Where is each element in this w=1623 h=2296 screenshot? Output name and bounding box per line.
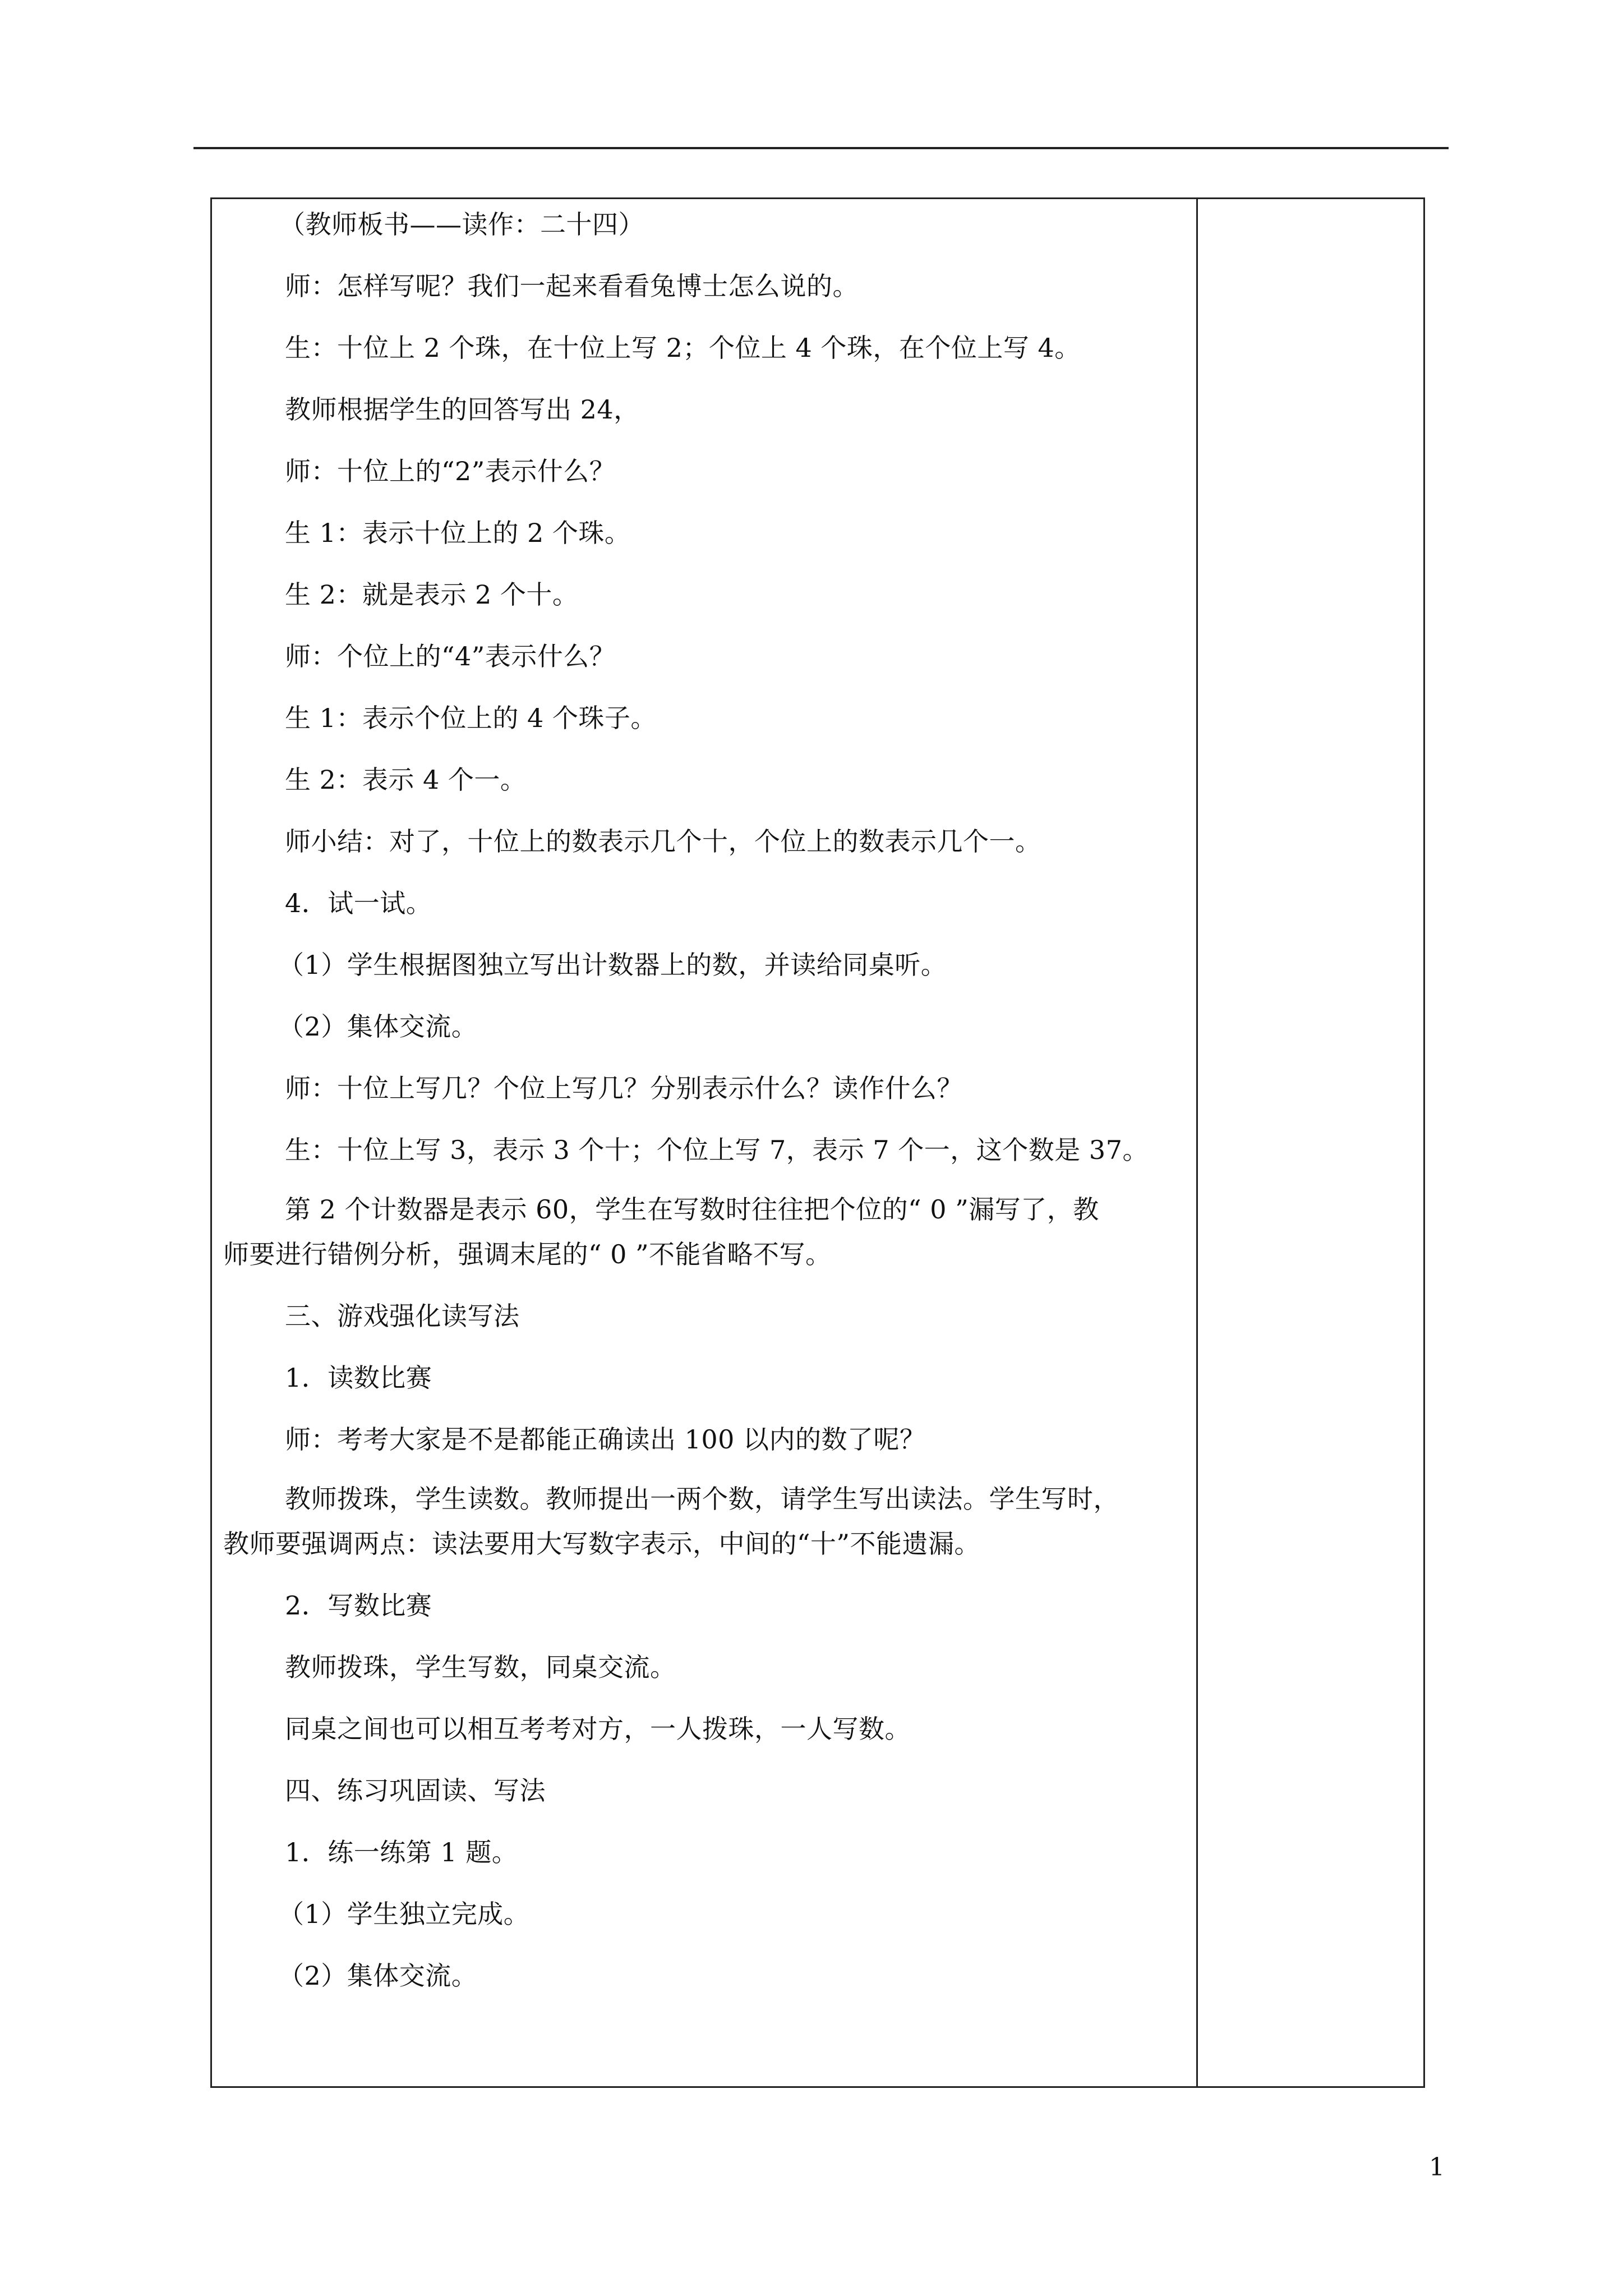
text-line: （教师板书——读作：二十四）: [279, 209, 644, 240]
notes-cell: [1198, 199, 1423, 2086]
text-line: 教师根据学生的回答写出 24，: [285, 394, 640, 425]
text-line: 2．写数比赛: [285, 1590, 432, 1621]
text-line: 同桌之间也可以相互考考对方，一人拨珠，一人写数。: [285, 1714, 911, 1744]
text-line: 三、游戏强化读写法: [285, 1301, 520, 1331]
lesson-table: [210, 197, 1425, 2088]
text-line: 生 2：表示 4 个一。: [285, 765, 527, 795]
page-number: 1: [1429, 2153, 1445, 2182]
text-line: （2）集体交流。: [278, 1011, 478, 1042]
text-line: 1．练一练第 1 题。: [285, 1837, 518, 1867]
text-line: 师：十位上的“2”表示什么？: [285, 456, 616, 486]
text-line: （1）学生根据图独立写出计数器上的数，并读给同桌听。: [278, 950, 947, 980]
text-line: 教师拨珠，学生读数。教师提出一两个数，请学生写出读法。学生写时，: [285, 1484, 1119, 1514]
text-line: 4．试一试。: [285, 888, 432, 918]
header-rule: [193, 147, 1449, 149]
lesson-content-cell: [212, 199, 1196, 2086]
text-line: 教师拨珠，学生写数，同桌交流。: [285, 1652, 676, 1682]
text-line: 教师要强调两点：读法要用大写数字表示，中间的“十”不能遗漏。: [223, 1529, 981, 1559]
text-line: 第 2 个计数器是表示 60，学生在写数时往往把个位的“ 0 ”漏写了，教: [285, 1194, 1099, 1225]
text-line: 四、练习巩固读、写法: [285, 1775, 546, 1806]
text-line: 生：十位上 2 个珠，在十位上写 2；个位上 4 个珠，在个位上写 4。: [285, 333, 1081, 363]
text-line: 生 2：就是表示 2 个十。: [285, 579, 579, 610]
text-line: 师：怎样写呢？我们一起来看看兔博士怎么说的。: [285, 271, 859, 301]
text-line: 1．读数比赛: [285, 1363, 432, 1393]
text-line: 生 1：表示十位上的 2 个珠。: [285, 518, 631, 548]
text-line: 师要进行错例分析，强调末尾的“ 0 ”不能省略不写。: [223, 1239, 832, 1269]
text-line: 生：十位上写 3，表示 3 个十；个位上写 7，表示 7 个一，这个数是 37。: [285, 1135, 1149, 1165]
text-line: （2）集体交流。: [278, 1961, 478, 1991]
text-line: 师：个位上的“4”表示什么？: [285, 641, 616, 671]
text-line: 生 1：表示个位上的 4 个珠子。: [285, 703, 657, 733]
text-line: 师：十位上写几？个位上写几？分别表示什么？读作什么？: [285, 1073, 963, 1103]
text-line: 师小结：对了，十位上的数表示几个十，个位上的数表示几个一。: [285, 826, 1041, 857]
text-line: （1）学生独立完成。: [278, 1899, 530, 1929]
text-line: 师：考考大家是不是都能正确读出 100 以内的数了呢？: [285, 1424, 926, 1455]
